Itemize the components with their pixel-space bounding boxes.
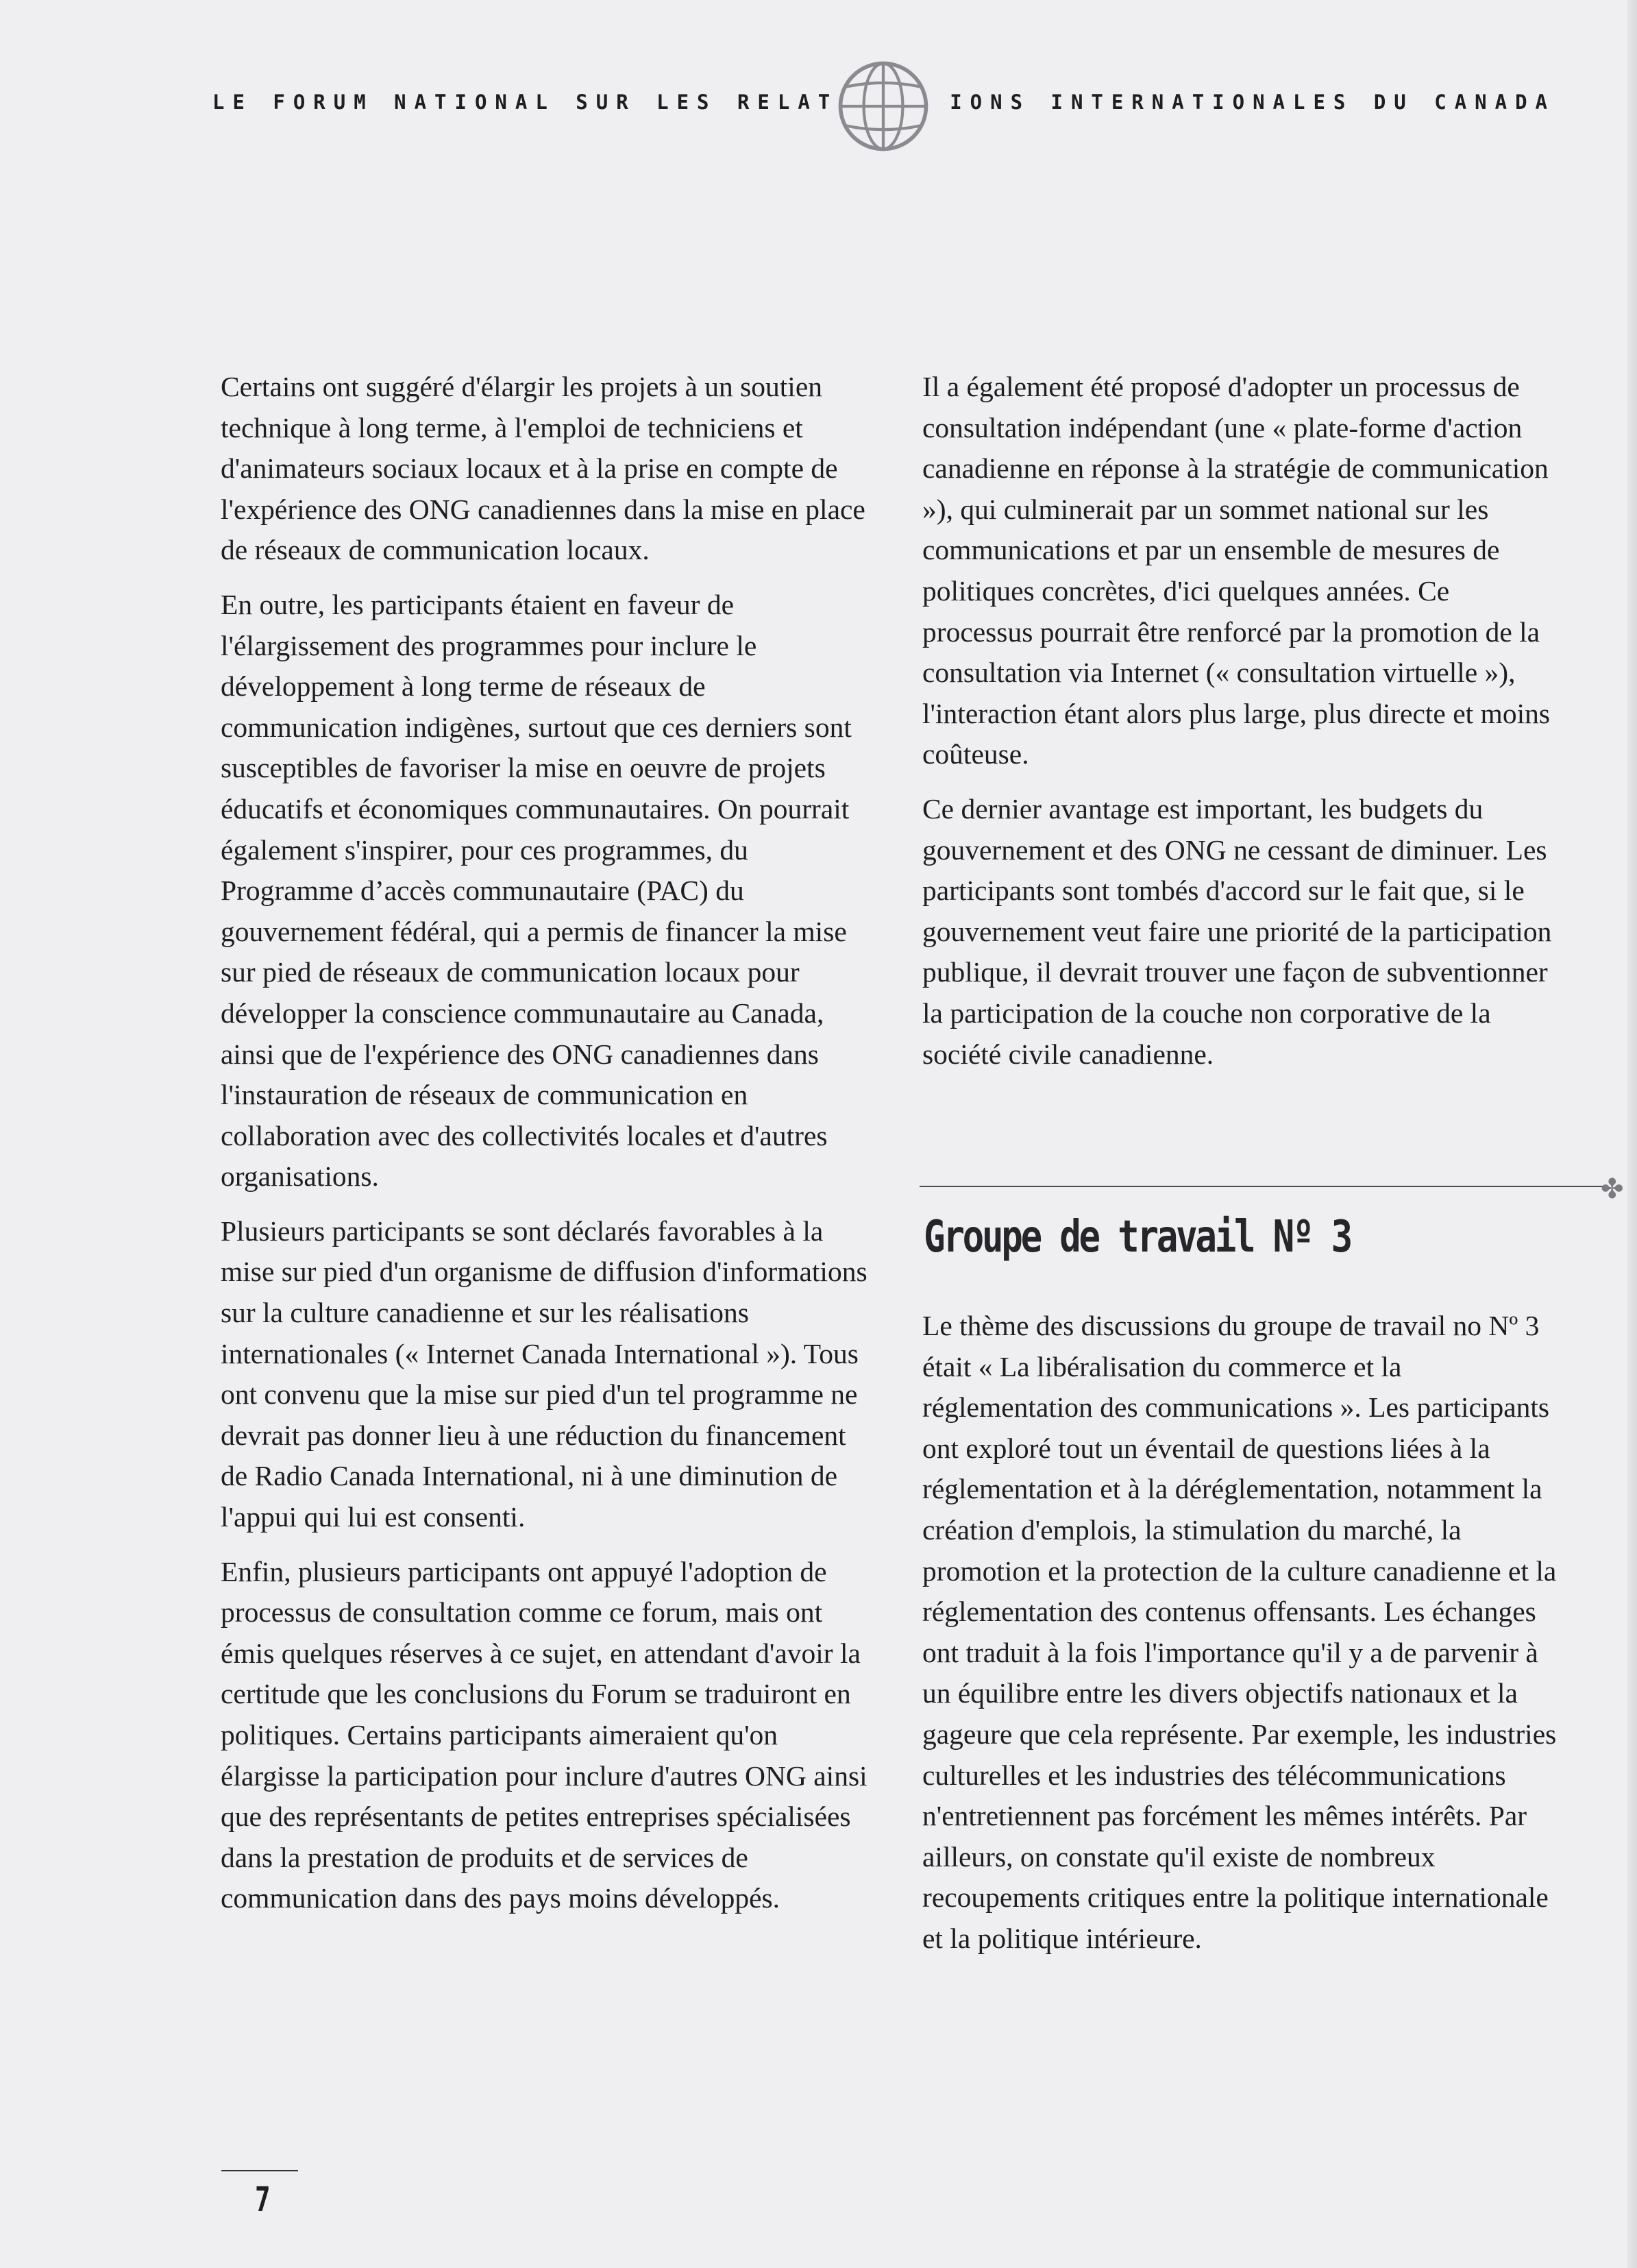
- globe-logo-icon: [835, 58, 932, 155]
- paragraph: Le thème des discussions du groupe de travail no Nº 3 était « La libéralisation du commerce et la réglementation des communications ». Les participants ont exploré tout un éventail de questions liées à la réglementation et à la déréglementation, notamment la création d'emplois, la stimulation du marché, la promotion et la protection de la culture canadienne et la réglementation des contenus offensants. Les échanges ont traduit à la fois l'importance qu'il y a de parvenir à un équilibre entre les divers objectifs nationaux et la gageure que cela représente. Par exemple, les industries culturelles et les industries des télécommunications n'entretiennent pas forcément les mêmes intérêts. Par ailleurs, on constate qu'il existe de nombreux recoupements critiques entre la politique internationale et la politique intérieure.: [922, 1310, 1557, 1954]
- paragraph: Il a également été proposé d'adopter un processus de consultation indépendant (une « plate-forme d'action canadienne en réponse à la stratégie de communication »), qui culminerait par un sommet national sur les communications et par un ensemble de mesures de politiques concrètes, d'ici quelques années. Ce processus pourrait être renforcé par la promotion de la consultation via Internet (« consultation virtuelle »), l'interaction étant alors plus large, plus directe et moins coûteuse.: [922, 371, 1550, 770]
- section-body: [922, 1306, 1560, 1960]
- paragraph: Ce dernier avantage est important, les budgets du gouvernement et des ONG ne cessant de diminuer. Les participants sont tombés d'accord sur le fait que, si le gouvernement veut faire une priorité de la participation publique, il devrait trouver une façon de subventionner la participation de la couche non corporative de la société civile canadienne.: [922, 792, 1552, 1070]
- running-header-left: LE FORUM NATIONAL SUR LES RELAT: [212, 90, 839, 114]
- paragraph: Enfin, plusieurs participants ont appuyé l'adoption de processus de consultation comme ce forum, mais ont émis quelques réserves à ce sujet, en attendant d'avoir la certitude que les conclusions du Forum se traduiront en politiques. Certains participants aimeraient qu'on élargisse la participation pour inclure d'autres ONG ainsi que des représentants de petites entreprises spécialisées dans la prestation de produits et de services de communication dans des pays moins développés.: [221, 1555, 867, 1914]
- section-divider: [920, 1186, 1605, 1187]
- footer-rule: [221, 2170, 298, 2171]
- right-column: [922, 367, 1560, 1088]
- left-column: [221, 367, 878, 1933]
- page-edge-shadow: [1627, 0, 1637, 2268]
- page-number: 7: [255, 2180, 271, 2219]
- maple-leaf-icon: ✤: [1601, 1173, 1624, 1205]
- paragraph: En outre, les participants étaient en faveur de l'élargissement des programmes pour inclure le développement à long terme de réseaux de communication indigènes, surtout que ces derniers sont susceptibles de favoriser la mise en oeuvre de projets éducatifs et économiques communautaires. On pourrait également s'inspirer, pour ces programmes, du Programme d’accès communautaire (PAC) du gouvernement fédéral, qui a permis de financer la mise sur pied de réseaux de communication locaux pour développer la conscience communautaire au Canada, ainsi que de l'expérience des ONG canadiennes dans l'instauration de réseaux de communication en collaboration avec des collectivités locales et d'autres organisations.: [221, 588, 852, 1193]
- paragraph: Plusieurs participants se sont déclarés favorables à la mise sur pied d'un organisme de diffusion d'informations sur la culture canadienne et sur les réalisations internationales (« Internet Canada International »). Tous ont convenu que la mise sur pied d'un tel programme ne devrait pas donner lieu à une réduction du financement de Radio Canada International, ni à une diminution de l'appui qui lui est consenti.: [221, 1215, 867, 1533]
- paragraph: Certains ont suggéré d'élargir les projets à un soutien technique à long terme, à l'emploi de techniciens et d'animateurs sociaux locaux et à la prise en compte de l'expérience des ONG canadiennes dans la mise en place de réseaux de communication locaux.: [221, 371, 865, 566]
- section-heading: Groupe de travail Nº 3: [924, 1212, 1351, 1263]
- running-header-right: IONS INTERNATIONALES DU CANADA: [950, 90, 1555, 114]
